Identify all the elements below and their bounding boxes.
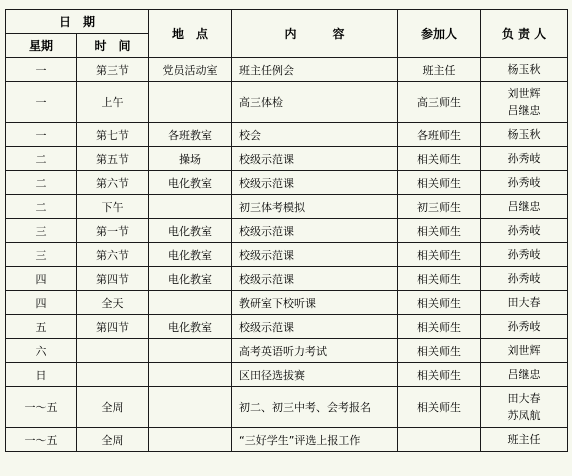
- cell-time: 第七节: [77, 123, 149, 147]
- owner-name: 孙秀岐: [507, 272, 541, 285]
- cell-content: 教研室下校听课: [232, 291, 398, 315]
- cell-time: 第一节: [77, 219, 149, 243]
- table-row: [6, 267, 568, 291]
- cell-participants: 高三师生: [398, 82, 481, 123]
- cell-owner: [481, 195, 568, 219]
- cell-weekday: 二: [6, 195, 77, 219]
- table-row: [6, 171, 568, 195]
- cell-participants: 相关师生: [398, 267, 481, 291]
- cell-content: 校级示范课: [232, 147, 398, 171]
- table-row: [6, 315, 568, 339]
- owner-name: 吕继忠: [507, 104, 541, 117]
- cell-weekday: 五: [6, 315, 77, 339]
- cell-owner: [481, 267, 568, 291]
- owner-name: 吕继忠: [507, 368, 541, 381]
- cell-time: 第四节: [77, 315, 149, 339]
- cell-owner: [481, 58, 568, 82]
- cell-time: 第四节: [77, 267, 149, 291]
- header-participants: 参加人: [398, 10, 481, 58]
- cell-participants: 班主任: [398, 58, 481, 82]
- cell-place: [149, 195, 232, 219]
- cell-participants: 初三师生: [398, 195, 481, 219]
- cell-time: 下午: [77, 195, 149, 219]
- cell-owner: [481, 363, 568, 387]
- cell-content: 校级示范课: [232, 219, 398, 243]
- owner-name: 孙秀岐: [507, 176, 541, 189]
- table-header: [6, 10, 568, 58]
- cell-place: [149, 291, 232, 315]
- cell-participants: 相关师生: [398, 339, 481, 363]
- table-row: [6, 428, 568, 452]
- cell-owner: [481, 171, 568, 195]
- owner-name: 吕继忠: [507, 200, 541, 213]
- owner-name: 杨玉秋: [507, 63, 541, 76]
- cell-place: [149, 428, 232, 452]
- cell-place: 电化教室: [149, 315, 232, 339]
- cell-time: 第六节: [77, 243, 149, 267]
- table-row: [6, 363, 568, 387]
- header-weekday: 星期: [6, 34, 77, 58]
- cell-weekday: 二: [6, 171, 77, 195]
- cell-participants: 相关师生: [398, 171, 481, 195]
- cell-place: [149, 82, 232, 123]
- cell-place: 各班教室: [149, 123, 232, 147]
- cell-weekday: 四: [6, 291, 77, 315]
- header-place: 地 点: [149, 10, 232, 58]
- cell-time: 第三节: [77, 58, 149, 82]
- cell-place: [149, 387, 232, 428]
- header-owner: 负 责 人: [481, 10, 568, 58]
- owner-name: 刘世辉: [507, 344, 541, 357]
- owner-name: 苏凤航: [507, 409, 541, 422]
- cell-content: 校级示范课: [232, 243, 398, 267]
- cell-place: 电化教室: [149, 219, 232, 243]
- cell-weekday: 一: [6, 58, 77, 82]
- cell-content: 高三体检: [232, 82, 398, 123]
- owner-name: 刘世辉: [507, 87, 541, 100]
- cell-content: 区田径选拔赛: [232, 363, 398, 387]
- table-row: [6, 387, 568, 428]
- cell-weekday: 三: [6, 243, 77, 267]
- cell-participants: 相关师生: [398, 219, 481, 243]
- owner-name: 孙秀岐: [507, 320, 541, 333]
- cell-place: 操场: [149, 147, 232, 171]
- cell-participants: 相关师生: [398, 315, 481, 339]
- cell-weekday: 四: [6, 267, 77, 291]
- owner-name: 班主任: [507, 433, 541, 446]
- header-date: 日 期: [6, 10, 149, 34]
- cell-time: [77, 363, 149, 387]
- cell-owner: [481, 147, 568, 171]
- owner-name: 田大春: [507, 392, 541, 405]
- cell-owner: [481, 387, 568, 428]
- cell-place: 电化教室: [149, 267, 232, 291]
- table-row: [6, 123, 568, 147]
- owner-name: 田大春: [507, 296, 541, 309]
- cell-place: 党员活动室: [149, 58, 232, 82]
- cell-participants: [398, 428, 481, 452]
- cell-owner: [481, 339, 568, 363]
- table-row: [6, 339, 568, 363]
- cell-place: 电化教室: [149, 171, 232, 195]
- cell-weekday: 一: [6, 82, 77, 123]
- cell-weekday: 三: [6, 219, 77, 243]
- cell-time: 全周: [77, 387, 149, 428]
- cell-weekday: 二: [6, 147, 77, 171]
- cell-weekday: 一: [6, 123, 77, 147]
- cell-participants: 各班师生: [398, 123, 481, 147]
- cell-participants: 相关师生: [398, 291, 481, 315]
- table-row: [6, 195, 568, 219]
- cell-owner: [481, 219, 568, 243]
- cell-participants: 相关师生: [398, 147, 481, 171]
- cell-place: [149, 363, 232, 387]
- cell-content: 校级示范课: [232, 171, 398, 195]
- header-time: 时 间: [77, 34, 149, 58]
- cell-content: 高考英语听力考试: [232, 339, 398, 363]
- cell-content: 校级示范课: [232, 315, 398, 339]
- cell-time: 第五节: [77, 147, 149, 171]
- cell-weekday: 一～五: [6, 428, 77, 452]
- table-row: [6, 219, 568, 243]
- owner-name: 孙秀岐: [507, 224, 541, 237]
- cell-participants: 相关师生: [398, 243, 481, 267]
- table-row: [6, 147, 568, 171]
- table-row: [6, 58, 568, 82]
- table-body: [6, 58, 568, 452]
- cell-participants: 相关师生: [398, 387, 481, 428]
- cell-weekday: 日: [6, 363, 77, 387]
- cell-participants: 相关师生: [398, 363, 481, 387]
- cell-time: 全周: [77, 428, 149, 452]
- cell-content: 初二、初三中考、会考报名: [232, 387, 398, 428]
- cell-owner: [481, 123, 568, 147]
- cell-content: 校级示范课: [232, 267, 398, 291]
- table-row: [6, 291, 568, 315]
- schedule-table: [5, 9, 568, 452]
- table-row: [6, 243, 568, 267]
- owner-name: 孙秀岐: [507, 248, 541, 261]
- cell-place: 电化教室: [149, 243, 232, 267]
- header-content: 内 容: [232, 10, 398, 58]
- cell-content: 初三体考模拟: [232, 195, 398, 219]
- cell-owner: [481, 291, 568, 315]
- cell-content: 校会: [232, 123, 398, 147]
- cell-time: [77, 339, 149, 363]
- table-row: [6, 82, 568, 123]
- owner-name: 杨玉秋: [507, 128, 541, 141]
- cell-weekday: 六: [6, 339, 77, 363]
- cell-owner: [481, 243, 568, 267]
- cell-owner: [481, 428, 568, 452]
- owner-name: 孙秀岐: [507, 152, 541, 165]
- cell-content: 班主任例会: [232, 58, 398, 82]
- cell-weekday: 一～五: [6, 387, 77, 428]
- cell-content: “三好学生”评选上报工作: [232, 428, 398, 452]
- cell-time: 全天: [77, 291, 149, 315]
- cell-time: 第六节: [77, 171, 149, 195]
- cell-time: 上午: [77, 82, 149, 123]
- cell-place: [149, 339, 232, 363]
- cell-owner: [481, 82, 568, 123]
- cell-owner: [481, 315, 568, 339]
